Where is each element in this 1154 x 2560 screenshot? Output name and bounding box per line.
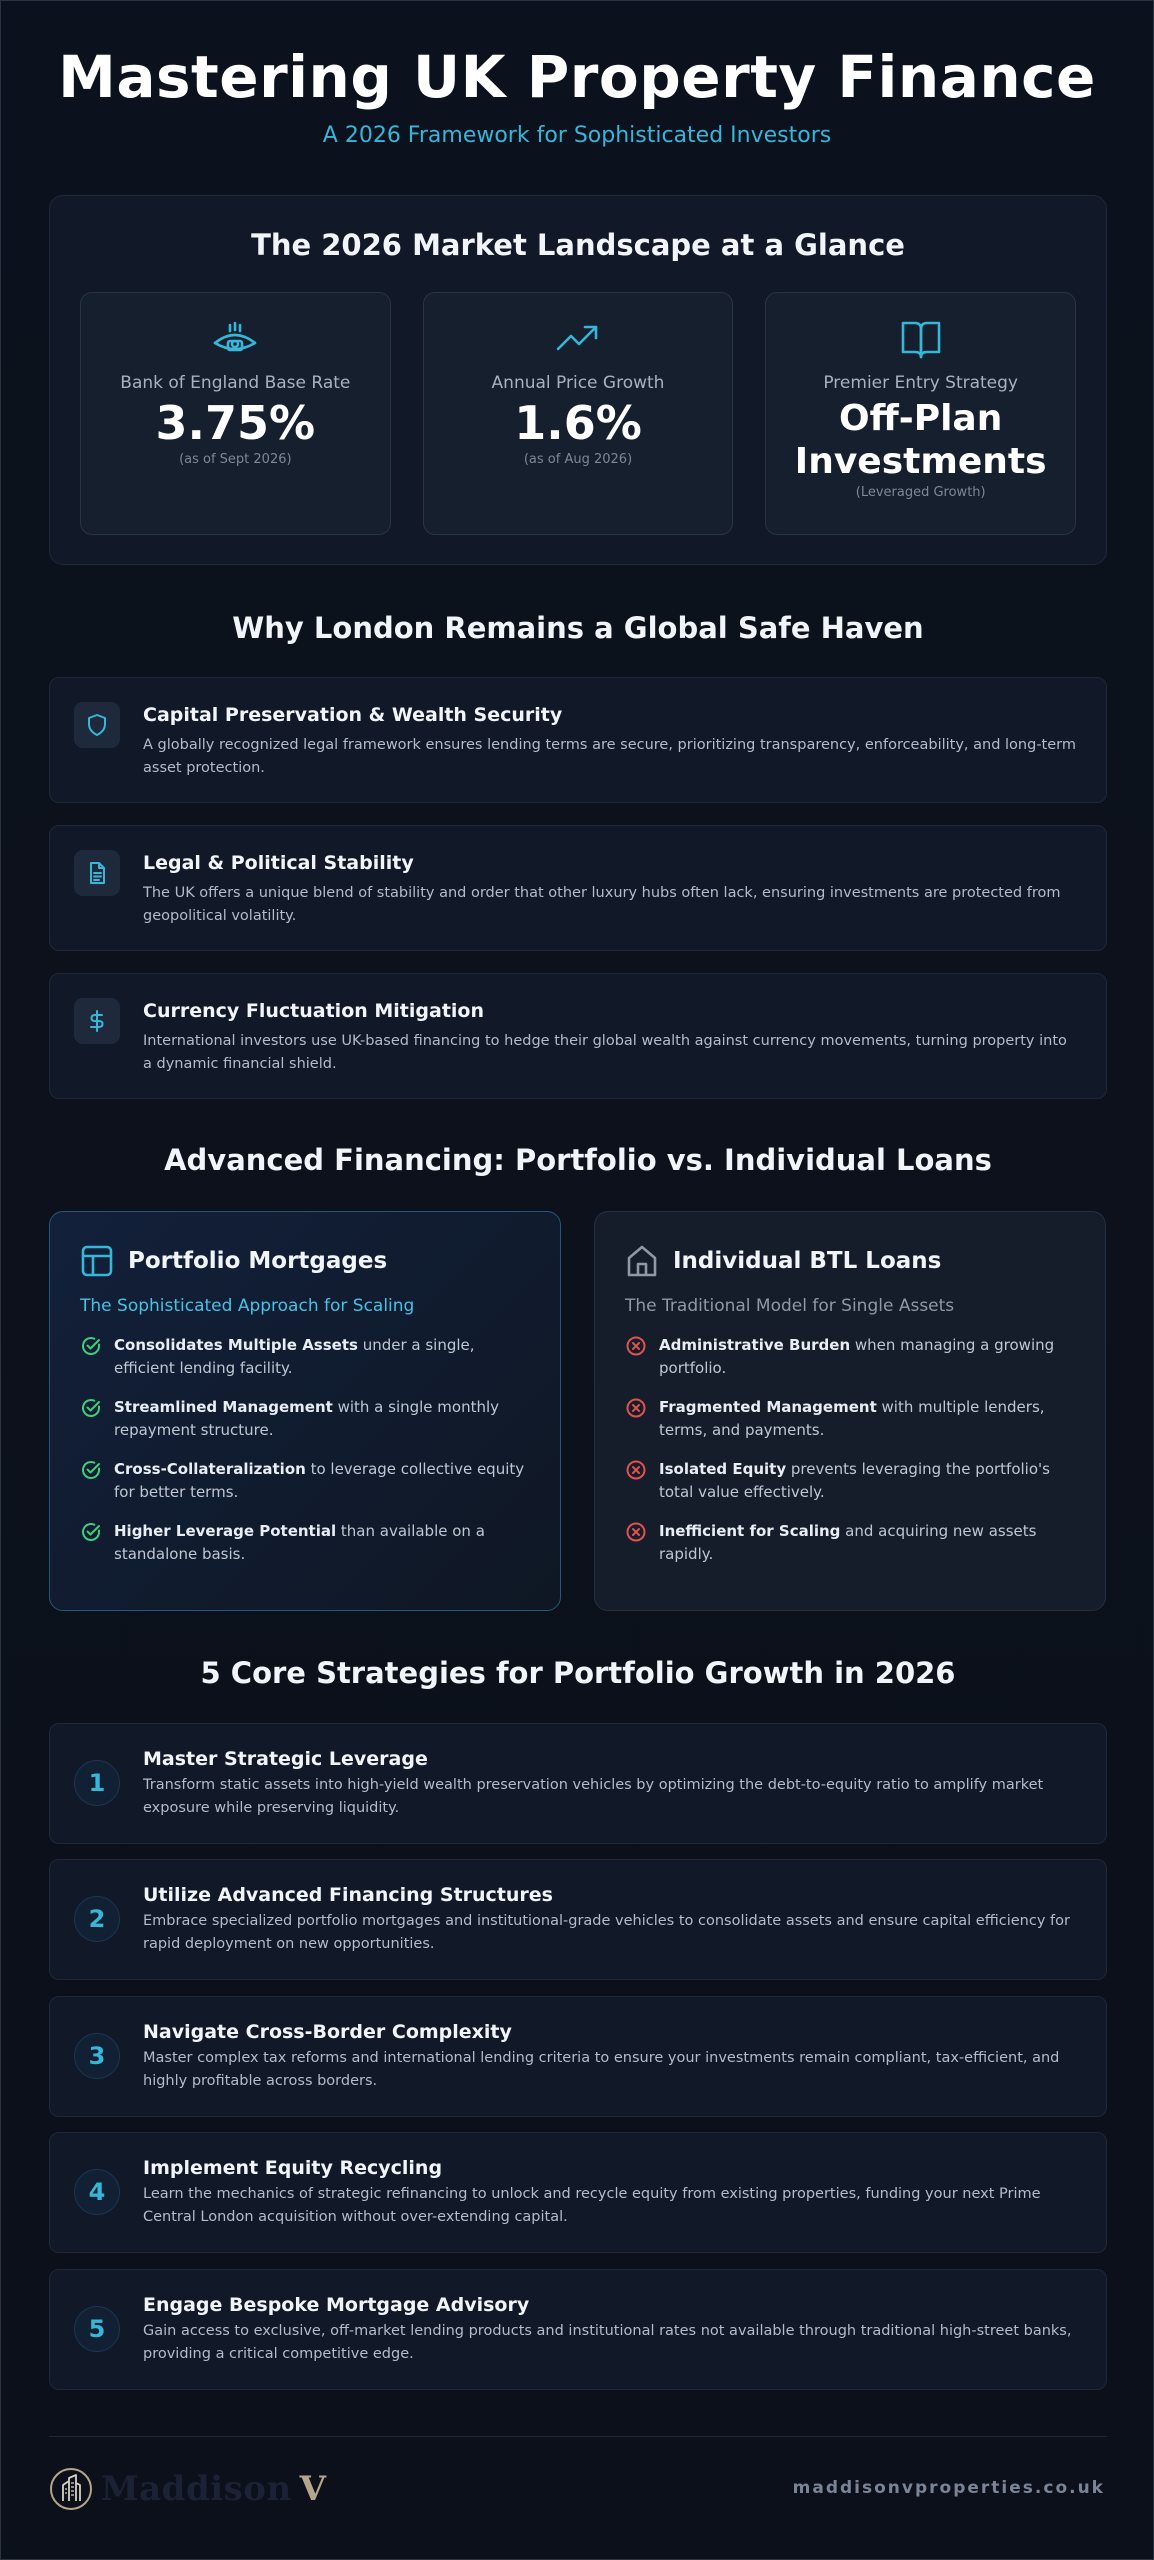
list-item [80,1396,530,1442]
check-circle-icon [80,1335,102,1357]
item-text: to leverage collective equity for better terms. [114,1460,525,1501]
item-text: and acquiring new assets rapidly. [659,1522,1037,1563]
stat-value: 3.75% [155,396,316,450]
building-emblem-icon [49,2467,93,2511]
individual-btl-card [594,1211,1106,1611]
item-bold: Isolated Equity [659,1460,787,1478]
list-item [80,1520,530,1566]
home-icon [625,1244,659,1278]
feature-icon-box [74,998,120,1044]
list-item [625,1334,1075,1380]
feature-title: Capital Preservation & Wealth Security [143,704,563,726]
x-circle-icon [625,1335,647,1357]
strategy-title: Utilize Advanced Financing Structures [143,1884,553,1906]
strategy-card [49,1723,1107,1844]
feature-icon-box [74,850,120,896]
feature-capital-preservation [49,677,1107,803]
x-circle-icon [625,1459,647,1481]
market-landscape-panel [49,195,1107,565]
strategy-text: Learn the mechanics of strategic refinancing to unlock and recycle equity from existing properties, funding your next Prime Central London acquisition without over-extending capital. [143,2186,1041,2225]
document-icon [85,861,109,885]
haven-title: Why London Remains a Global Safe Haven [232,611,924,645]
page-header [1,1,1153,148]
logo-v-mark: V [299,2469,327,2509]
item-text: prevents leveraging the portfolio's total value effectively. [659,1460,1050,1501]
item-bold: Cross-Collateralization [114,1460,306,1478]
shield-icon [85,713,109,737]
feature-title: Currency Fluctuation Mitigation [143,1000,484,1022]
item-bold: Inefficient for Scaling [659,1522,841,1540]
check-circle-icon [80,1521,102,1543]
strategy-number: 5 [74,2306,120,2352]
item-text: under a single, efficient lending facility. [114,1336,475,1377]
strategy-number: 2 [74,1896,120,1942]
item-text: than available on a standalone basis. [114,1522,485,1563]
list-item [625,1520,1075,1566]
item-text: when managing a growing portfolio. [659,1336,1055,1377]
footer-divider [49,2436,1107,2437]
item-text: with multiple lenders, terms, and payments. [659,1398,1045,1439]
feature-text: A globally recognized legal framework ensures lending terms are secure, prioritizing transparency, enforceability, and long-term asset protection. [143,737,1076,776]
stat-label: Annual Price Growth [491,373,665,393]
page-subtitle: A 2026 Framework for Sophisticated Investors [322,123,832,148]
strategy-number: 4 [74,2169,120,2215]
stat-label: Bank of England Base Rate [120,373,351,393]
stat-note: (Leveraged Growth) [855,485,986,501]
strategy-card [49,2132,1107,2253]
individual-title: Individual BTL Loans [673,1248,942,1274]
stat-note: (as of Sept 2026) [179,451,292,467]
layout-icon [80,1244,114,1278]
page-title: Mastering UK Property Finance [58,43,1096,111]
logo-wordmark: Maddison [101,2469,292,2509]
check-circle-icon [80,1459,102,1481]
x-circle-icon [625,1521,647,1543]
strategy-number: 3 [74,2033,120,2079]
website-link[interactable]: maddisonvproperties.co.uk [792,2478,1105,2498]
stat-card-entry-strategy [765,292,1076,535]
landscape-title: The 2026 Market Landscape at a Glance [251,228,905,262]
stat-value: 1.6% [514,396,642,450]
strategy-number: 1 [74,1760,120,1806]
strategy-text: Gain access to exclusive, off-market lending products and institutional rates not available through traditional high-street banks, providing a critical competitive edge. [143,2323,1072,2362]
individual-drawbacks-list [625,1334,1075,1566]
list-item [625,1458,1075,1504]
portfolio-mortgages-card [49,1211,561,1611]
item-bold: Administrative Burden [659,1336,851,1354]
strategy-text: Transform static assets into high-yield wealth preservation vehicles by optimizing the debt-to-equity ratio to amplify market exposure while preserving liquidity. [143,1777,1044,1816]
strategy-title: Navigate Cross-Border Complexity [143,2021,512,2043]
list-item [80,1458,530,1504]
strategy-card [49,1859,1107,1980]
strategy-title: Master Strategic Leverage [143,1748,428,1770]
item-bold: Higher Leverage Potential [114,1522,337,1540]
feature-text: The UK offers a unique blend of stability and order that other luxury hubs often lack, ensuring investments are protected from geopolitical volatility. [143,885,1061,924]
financing-title: Advanced Financing: Portfolio vs. Individual Loans [164,1143,992,1177]
open-book-icon [897,317,945,361]
strategy-title: Implement Equity Recycling [143,2157,443,2179]
check-circle-icon [80,1397,102,1419]
feature-currency-mitigation [49,973,1107,1099]
feature-text: International investors use UK-based financing to hedge their global wealth against currency movements, turning property into a dynamic financial shield. [143,1033,1067,1072]
item-bold: Streamlined Management [114,1398,333,1416]
item-text: with a single monthly repayment structure. [114,1398,500,1439]
feature-title: Legal & Political Stability [143,852,414,874]
individual-subtitle: The Traditional Model for Single Assets [625,1296,955,1316]
stat-note: (as of Aug 2026) [523,451,633,467]
x-circle-icon [625,1397,647,1419]
trending-up-icon [554,317,602,361]
strategy-title: Engage Bespoke Mortgage Advisory [143,2294,530,2316]
portfolio-benefits-list [80,1334,530,1566]
strategy-text: Embrace specialized portfolio mortgages and institutional-grade vehicles to consolidate assets and ensure capital efficiency for rapid deployment on new opportunities. [143,1913,1070,1952]
dollar-icon [85,1009,109,1033]
portfolio-subtitle: The Sophisticated Approach for Scaling [80,1296,415,1316]
stat-label: Premier Entry Strategy [823,373,1018,393]
stat-card-base-rate [80,292,391,535]
strategy-card [49,1996,1107,2117]
strategies-title: 5 Core Strategies for Portfolio Growth in 2026 [200,1656,956,1690]
list-item [80,1334,530,1380]
stat-value: Off-Plan Investments [794,398,1047,483]
feature-icon-box [74,702,120,748]
stat-card-price-growth [423,292,734,535]
portfolio-title: Portfolio Mortgages [128,1248,388,1274]
list-item [625,1396,1075,1442]
strategy-text: Master complex tax reforms and international lending criteria to ensure your investments remain compliant, tax-efficient, and highly profitable across borders. [143,2050,1060,2089]
strategy-card [49,2269,1107,2390]
rate-eye-icon [211,317,259,361]
company-logo[interactable] [49,2467,326,2511]
item-bold: Consolidates Multiple Assets [114,1336,358,1354]
feature-legal-stability [49,825,1107,951]
item-bold: Fragmented Management [659,1398,877,1416]
